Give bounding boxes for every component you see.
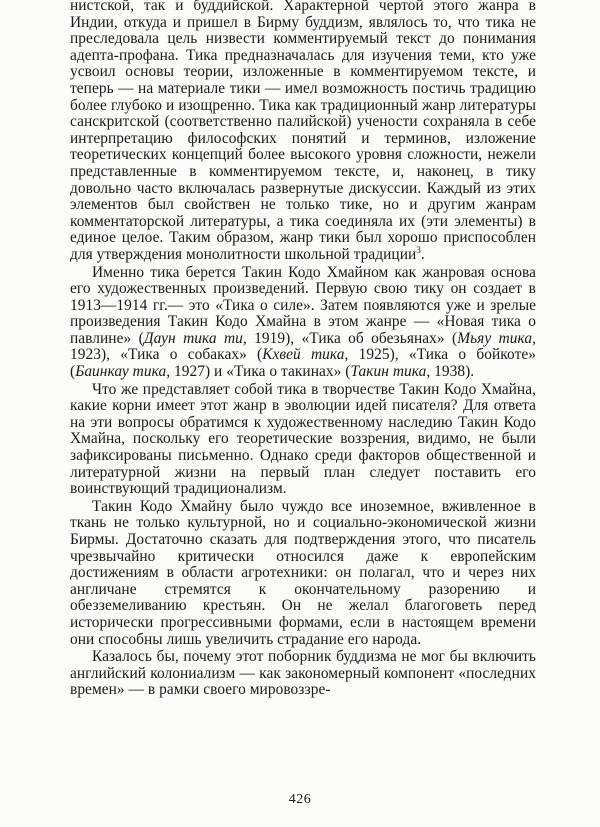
- paragraph-3: Что же представляет собой тика в творчестве Такин Кодо Хмайна, какие корни имеет этот жанр в эволюции идей писателя? Для ответа на эти вопросы обратимся к художественному наследию Такин Кодо Хмайна, поскольку его теоретические воззрения, видимо, не были зафиксированы письменно. Однако среди факторов общественной и литературной жизни на первый план следует поставить его воинствующий традиционализм.: [70, 380, 536, 498]
- footnote-ref[interactable]: 3: [416, 244, 421, 255]
- paragraph-1: нистской, так и буддийской. Характерной чертой этого жанра в Индии, откуда и пришел в Бирму буддизм, являлось то, что тика не преследовала цель низвести комментируемый текст до понимания адепта-профана. Тика предназначалась для изучения теми, кто уже усвоил основы теории, изложенные в комментируемом тексте, и теперь — на материале тики — имел возможность постичь традицию более глубоко и изощренно. Тика как традиционный жанр литературы санскритской (соответственно палийской) учености сохраняла в себе интерпретацию философских понятий и терминов, изложение теоретических концепций более высокого уровня сложности, нежели представленные в комментируемом тексте, и, наконец, в тику довольно часто включалась развернутые дискуссии. Каждый из этих элементов был свойствен не только тике, но и другим жанрам комментаторской литературы, а тика соединяла их (эти элементы) в единое целое. Таким образом, жанр тики был хорошо приспособлен для утверждения монолитности школьной традиции$^3$.: [70, 0, 536, 264]
- paragraph-1-text: нистской, так и буддийской. Характерной чертой этого жанра в Индии, откуда и пришел в Бирму буддизм, являлось то, что тика не преследовала цель низвести комментируемый текст до понимания адепта-профана. Тика предназначалась для изучения теми, кто уже усвоил основы теории, изложенные в комментируемом тексте, и теперь — на материале тики — имел возможность постичь традицию более глубоко и изощренно. Тика как традиционный жанр литературы санскритской (соответственно палийской) учености сохраняла в себе интерпретацию философских понятий и терминов, изложение теоретических концепций более высокого уровня сложности, нежели представленные в комментируемом тексте, и, наконец, в тику довольно часто включалась развернутые дискуссии. Каждый из этих элементов был свойствен не только тике, но и другим жанрам комментаторской литературы, а тика соединяла их (эти элементы) в единое целое. Таким образом, жанр тики был хорошо приспособлен для утверждения монолитности школьной традиции: [70, 0, 536, 263]
- paragraph-2: Именно тика берется Такин Кодо Хмайном как жанровая основа его художественных произведений. Первую свою тику он создает в 1913—1914 гг.— это «Тика о силе». Затем появляются уже и зрелые произведения Такин Кодо Хмайна в этом жанре — «Новая тика о павлине» (Даун тика ти, 1919), «Тика об обезьянах» (Мьяу тика, 1923), «Тика о собаках» (Кхвей тика, 1925), «Тика о бойкоте» (Баинкау тика, 1927) и «Тика о такинах» (Такин тика, 1938).: [70, 263, 536, 381]
- paragraph-5: Казалось бы, почему этот поборник буддизма не мог бы включить английский колониализм — как закономерный компонент «последних времен» — в рамки своего мировоззре-: [70, 648, 536, 699]
- work-title: Такин тика,: [350, 363, 431, 381]
- paragraph-2-text: Именно тика берется Такин Кодо Хмайном как жанровая основа его художественных произведений. Первую свою тику он создает в 1913—1914 гг.— это «Тика о силе». Затем появляются уже и зрелые произведения Такин Кодо Хмайна в этом жанре — «Новая тика о павлине» (: [70, 263, 536, 347]
- paragraph-4: Такин Кодо Хмайну было чуждо все иноземное, вживленное в ткань не только культурной, но и социально-экономической жизни Бирмы. Достаточно сказать для подтверждения этого, что писатель чрезвычайно критически относился даже к европейским достижениям в области агротехники: он полагал, что и через них англичане стремятся к окончательному разорению и обезземеливанию крестьян. Он не желал благоговеть перед исторически прогрессивными формами, если в настоящем времени они способны лишь увеличить страдание его народа.: [70, 497, 536, 648]
- body-text: [70, 0, 536, 699]
- page-number: 426: [288, 792, 312, 807]
- work-title: Даун тика ти,: [143, 329, 247, 347]
- work-title: Баинкау тика,: [75, 363, 171, 381]
- work-title: Мьяу тика,: [457, 329, 536, 347]
- work-title: Кхвей тика,: [262, 346, 349, 364]
